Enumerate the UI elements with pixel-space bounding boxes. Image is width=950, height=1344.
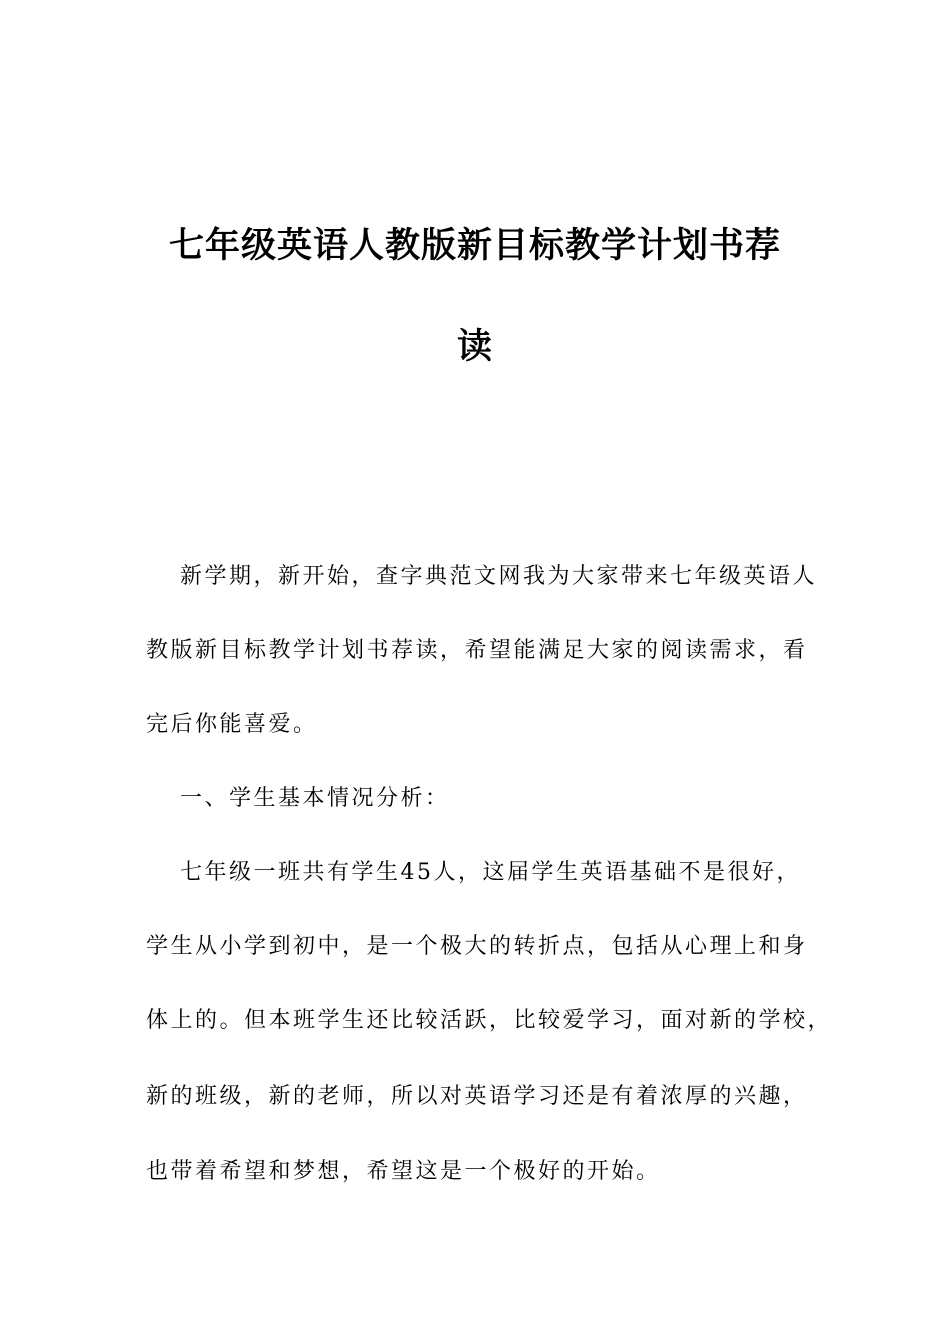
document-title-line-1: 七年级英语人教版新目标教学计划书荐: [168, 226, 781, 266]
paragraph-1-line-3: 完后你能喜爱。: [146, 712, 318, 737]
document-title-line-2: 读: [456, 327, 493, 367]
section-heading-1: 一、学生基本情况分析：: [180, 786, 450, 811]
paragraph-1-line-2: 教版新目标教学计划书荐读，希望能满足大家的阅读需求，看: [146, 638, 808, 663]
paragraph-1-line-1: 新学期，新开始，查字典范文网我为大家带来七年级英语人: [180, 564, 818, 589]
paragraph-2-line-5: 也带着希望和梦想，希望这是一个极好的开始。: [146, 1159, 661, 1184]
paragraph-2-line-3: 体上的。但本班学生还比较活跃，比较爱学习，面对新的学校，: [146, 1008, 833, 1033]
paragraph-2-line-4: 新的班级，新的老师，所以对英语学习还是有着浓厚的兴趣，: [146, 1084, 808, 1109]
paragraph-2-line-1: 七年级一班共有学生45人，这届学生英语基础不是很好，: [180, 860, 801, 885]
paragraph-2-line-2: 学生从小学到初中，是一个极大的转折点，包括从心理上和身: [146, 934, 808, 959]
